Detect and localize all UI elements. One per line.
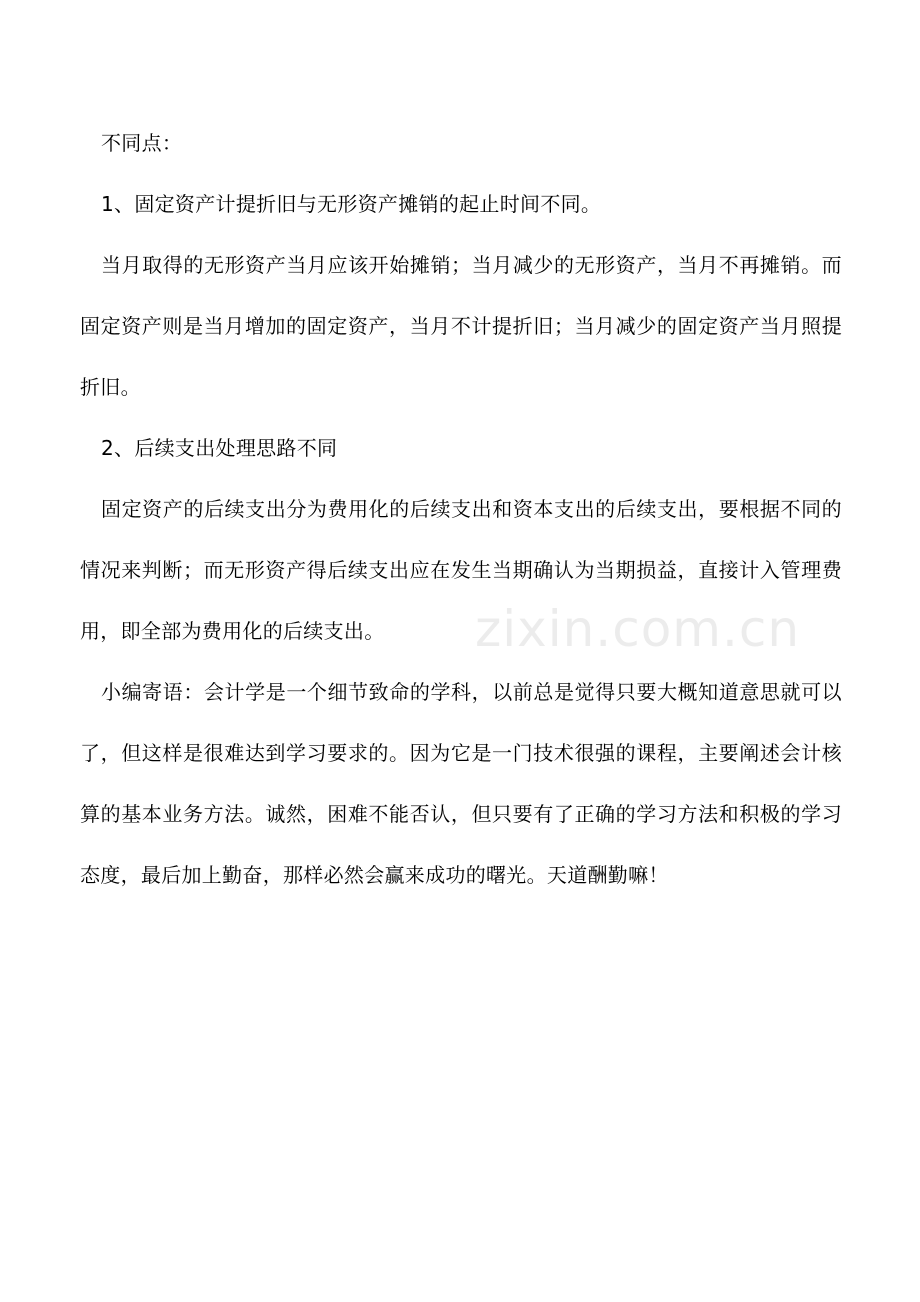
point-1-title: 1、固定资产计提折旧与无形资产摊销的起止时间不同。 xyxy=(101,192,602,216)
heading-differences: 不同点： xyxy=(101,131,183,155)
point-2-body: 固定资产的后续支出分为费用化的后续支出和资本支出的后续支出，要根据不同的情况来判断；而无形资产得后续支出应在发生当期确认为当期损益，直接计入管理费用，即全部为费用化的后续支出。 xyxy=(80,497,842,643)
document-body xyxy=(80,113,842,906)
watermark: zixin.com.cn xyxy=(475,600,801,658)
editor-note: 小编寄语：会计学是一个细节致命的学科，以前总是觉得只要大概知道意思就可以了，但这样是很难达到学习要求的。因为它是一门技术很强的课程，主要阐述会计核算的基本业务方法。诚然，困难不能否认，但只要有了正确的学习方法和积极的学习态度，最后加上勤奋，那样必然会赢来成功的曙光。天道酬勤嘛！ xyxy=(80,680,842,887)
point-1-body: 当月取得的无形资产当月应该开始摊销；当月减少的无形资产，当月不再摊销。而固定资产则是当月增加的固定资产，当月不计提折旧；当月减少的固定资产当月照提折旧。 xyxy=(80,253,842,399)
point-2-title: 2、后续支出处理思路不同 xyxy=(101,436,338,460)
